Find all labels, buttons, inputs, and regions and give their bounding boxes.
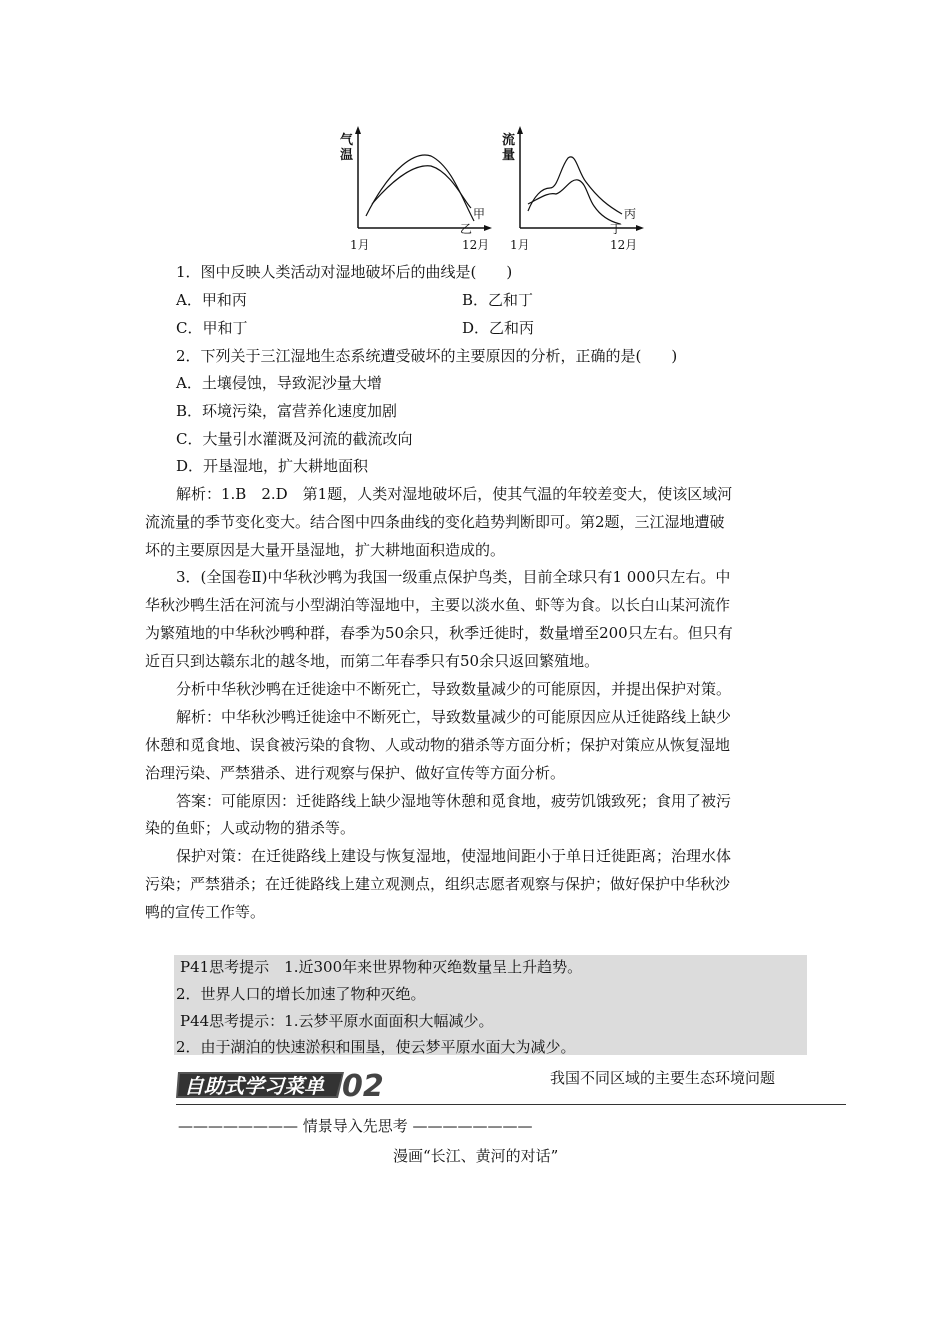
- right-ylabel-1: 流: [502, 133, 516, 148]
- q1-option-c: C．甲和丁: [176, 319, 248, 337]
- analysis3-line1: 解析：中华秋沙鸭迁徙途中不断死亡，导致数量减少的可能原因应从迁徙路线上缺少: [176, 708, 732, 726]
- q3-line1: 3．(全国卷Ⅱ)中华秋沙鸭为我国一级重点保护鸟类，目前全球只有1 000只左右。中: [176, 568, 731, 586]
- q2-option-b: B．环境污染，富营养化速度加剧: [176, 402, 398, 420]
- menu-badge: [176, 1068, 402, 1102]
- section-rule: [176, 1104, 846, 1105]
- protect3-line1: 保护对策：在迁徙路线上建设与恢复湿地，使湿地间距小于单日迁徙距离；治理水体: [176, 847, 732, 865]
- q2-option-d: D．开垦湿地，扩大耕地面积: [176, 457, 369, 475]
- q3-line3: 为繁殖地的中华秋沙鸭种群，春季为50余只，秋季迁徙时，数量增至200只左右。但只有: [145, 624, 733, 642]
- hint-line2: 2．世界人口的增长加速了物种灭绝。: [176, 985, 426, 1003]
- scene-caption: 漫画“长江、黄河的对话”: [393, 1147, 559, 1165]
- menu-badge-text: 自助式学习菜单: [184, 1074, 324, 1098]
- menu-badge-num: 02: [342, 1069, 384, 1102]
- curve-yi: [372, 166, 471, 208]
- q1-option-b: B．乙和丁: [462, 291, 534, 309]
- q3-line4: 近百只到达赣东北的越冬地，而第二年春季只有50余只返回繁殖地。: [145, 652, 600, 670]
- left-chart: [336, 126, 496, 254]
- right-curve-label-ding: 丁: [610, 222, 623, 236]
- right-chart: [498, 126, 648, 254]
- analysis12-line1: 解析：1.B 2.D 第1题，人类对湿地破坏后，使其气温的年较差变大，使该区域河: [176, 485, 733, 503]
- hint-line3: P44思考提示：1.云梦平原水面面积大幅减少。: [180, 1012, 494, 1030]
- right-x-end: 12月: [610, 238, 638, 252]
- analysis12-line2: 流流量的季节变化变大。结合图中四条曲线的变化趋势判断即可。第2题，三江湿地遭破: [145, 513, 725, 531]
- hint-line4: 2．由于湖泊的快速淤积和围垦，使云梦平原水面大为减少。: [176, 1038, 576, 1056]
- curve-jia: [366, 155, 474, 221]
- right-x-start: 1月: [510, 238, 530, 252]
- left-x-start: 1月: [350, 238, 370, 252]
- curve-ding: [528, 180, 620, 224]
- q1-option-d: D．乙和丙: [462, 319, 535, 337]
- left-curve-label-yi: 乙: [460, 222, 473, 236]
- section-title: 我国不同区域的主要生态环境问题: [550, 1069, 776, 1087]
- q1-stem: 1．图中反映人类活动对湿地破坏后的曲线是( ): [176, 263, 513, 281]
- q1-option-a: A．甲和丙: [176, 291, 247, 309]
- q2-option-c: C．大量引水灌溉及河流的截流改向: [176, 430, 413, 448]
- right-ylabel-2: 量: [502, 148, 516, 163]
- scene-heading: ———————— 情景导入先思考 ————————: [178, 1117, 533, 1135]
- answer3-line2: 染的鱼虾；人或动物的猎杀等。: [145, 819, 356, 837]
- left-x-end: 12月: [462, 238, 490, 252]
- left-ylabel-2: 温: [340, 148, 354, 163]
- analysis3-line3: 治理污染、严禁猎杀、进行观察与保护、做好宣传等方面分析。: [145, 764, 566, 782]
- q3-task: 分析中华秋沙鸭在迁徙途中不断死亡，导致数量减少的可能原因，并提出保护对策。: [176, 680, 732, 698]
- answer3-line1: 答案：可能原因：迁徙路线上缺少湿地等休憩和觅食地，疲劳饥饿致死；食用了被污: [176, 792, 732, 810]
- q3-line2: 华秋沙鸭生活在河流与小型湖泊等湿地中，主要以淡水鱼、虾等为食。以长白山某河流作: [145, 596, 731, 614]
- protect3-line2: 污染；严禁猎杀；在迁徙路线上建立观测点，组织志愿者观察与保护；做好保护中华秋沙: [145, 875, 731, 893]
- protect3-line3: 鸭的宣传工作等。: [145, 903, 266, 921]
- q2-stem: 2．下列关于三江湿地生态系统遭受破坏的主要原因的分析，正确的是( ): [176, 347, 678, 365]
- left-ylabel-1: 气: [340, 133, 354, 148]
- q2-option-a: A．土壤侵蚀，导致泥沙量大增: [176, 374, 382, 392]
- left-curve-label-jia: 甲: [473, 207, 486, 221]
- curve-bing: [528, 157, 622, 214]
- hint-line1: P41思考提示 1.近300年来世界物种灭绝数量呈上升趋势。: [180, 958, 583, 976]
- right-curve-label-bing: 丙: [624, 207, 637, 221]
- analysis12-line3: 坏的主要原因是大量开垦湿地，扩大耕地面积造成的。: [145, 541, 506, 559]
- analysis3-line2: 休憩和觅食地、误食被污染的食物、人或动物的猎杀等方面分析；保护对策应从恢复湿地: [145, 736, 731, 754]
